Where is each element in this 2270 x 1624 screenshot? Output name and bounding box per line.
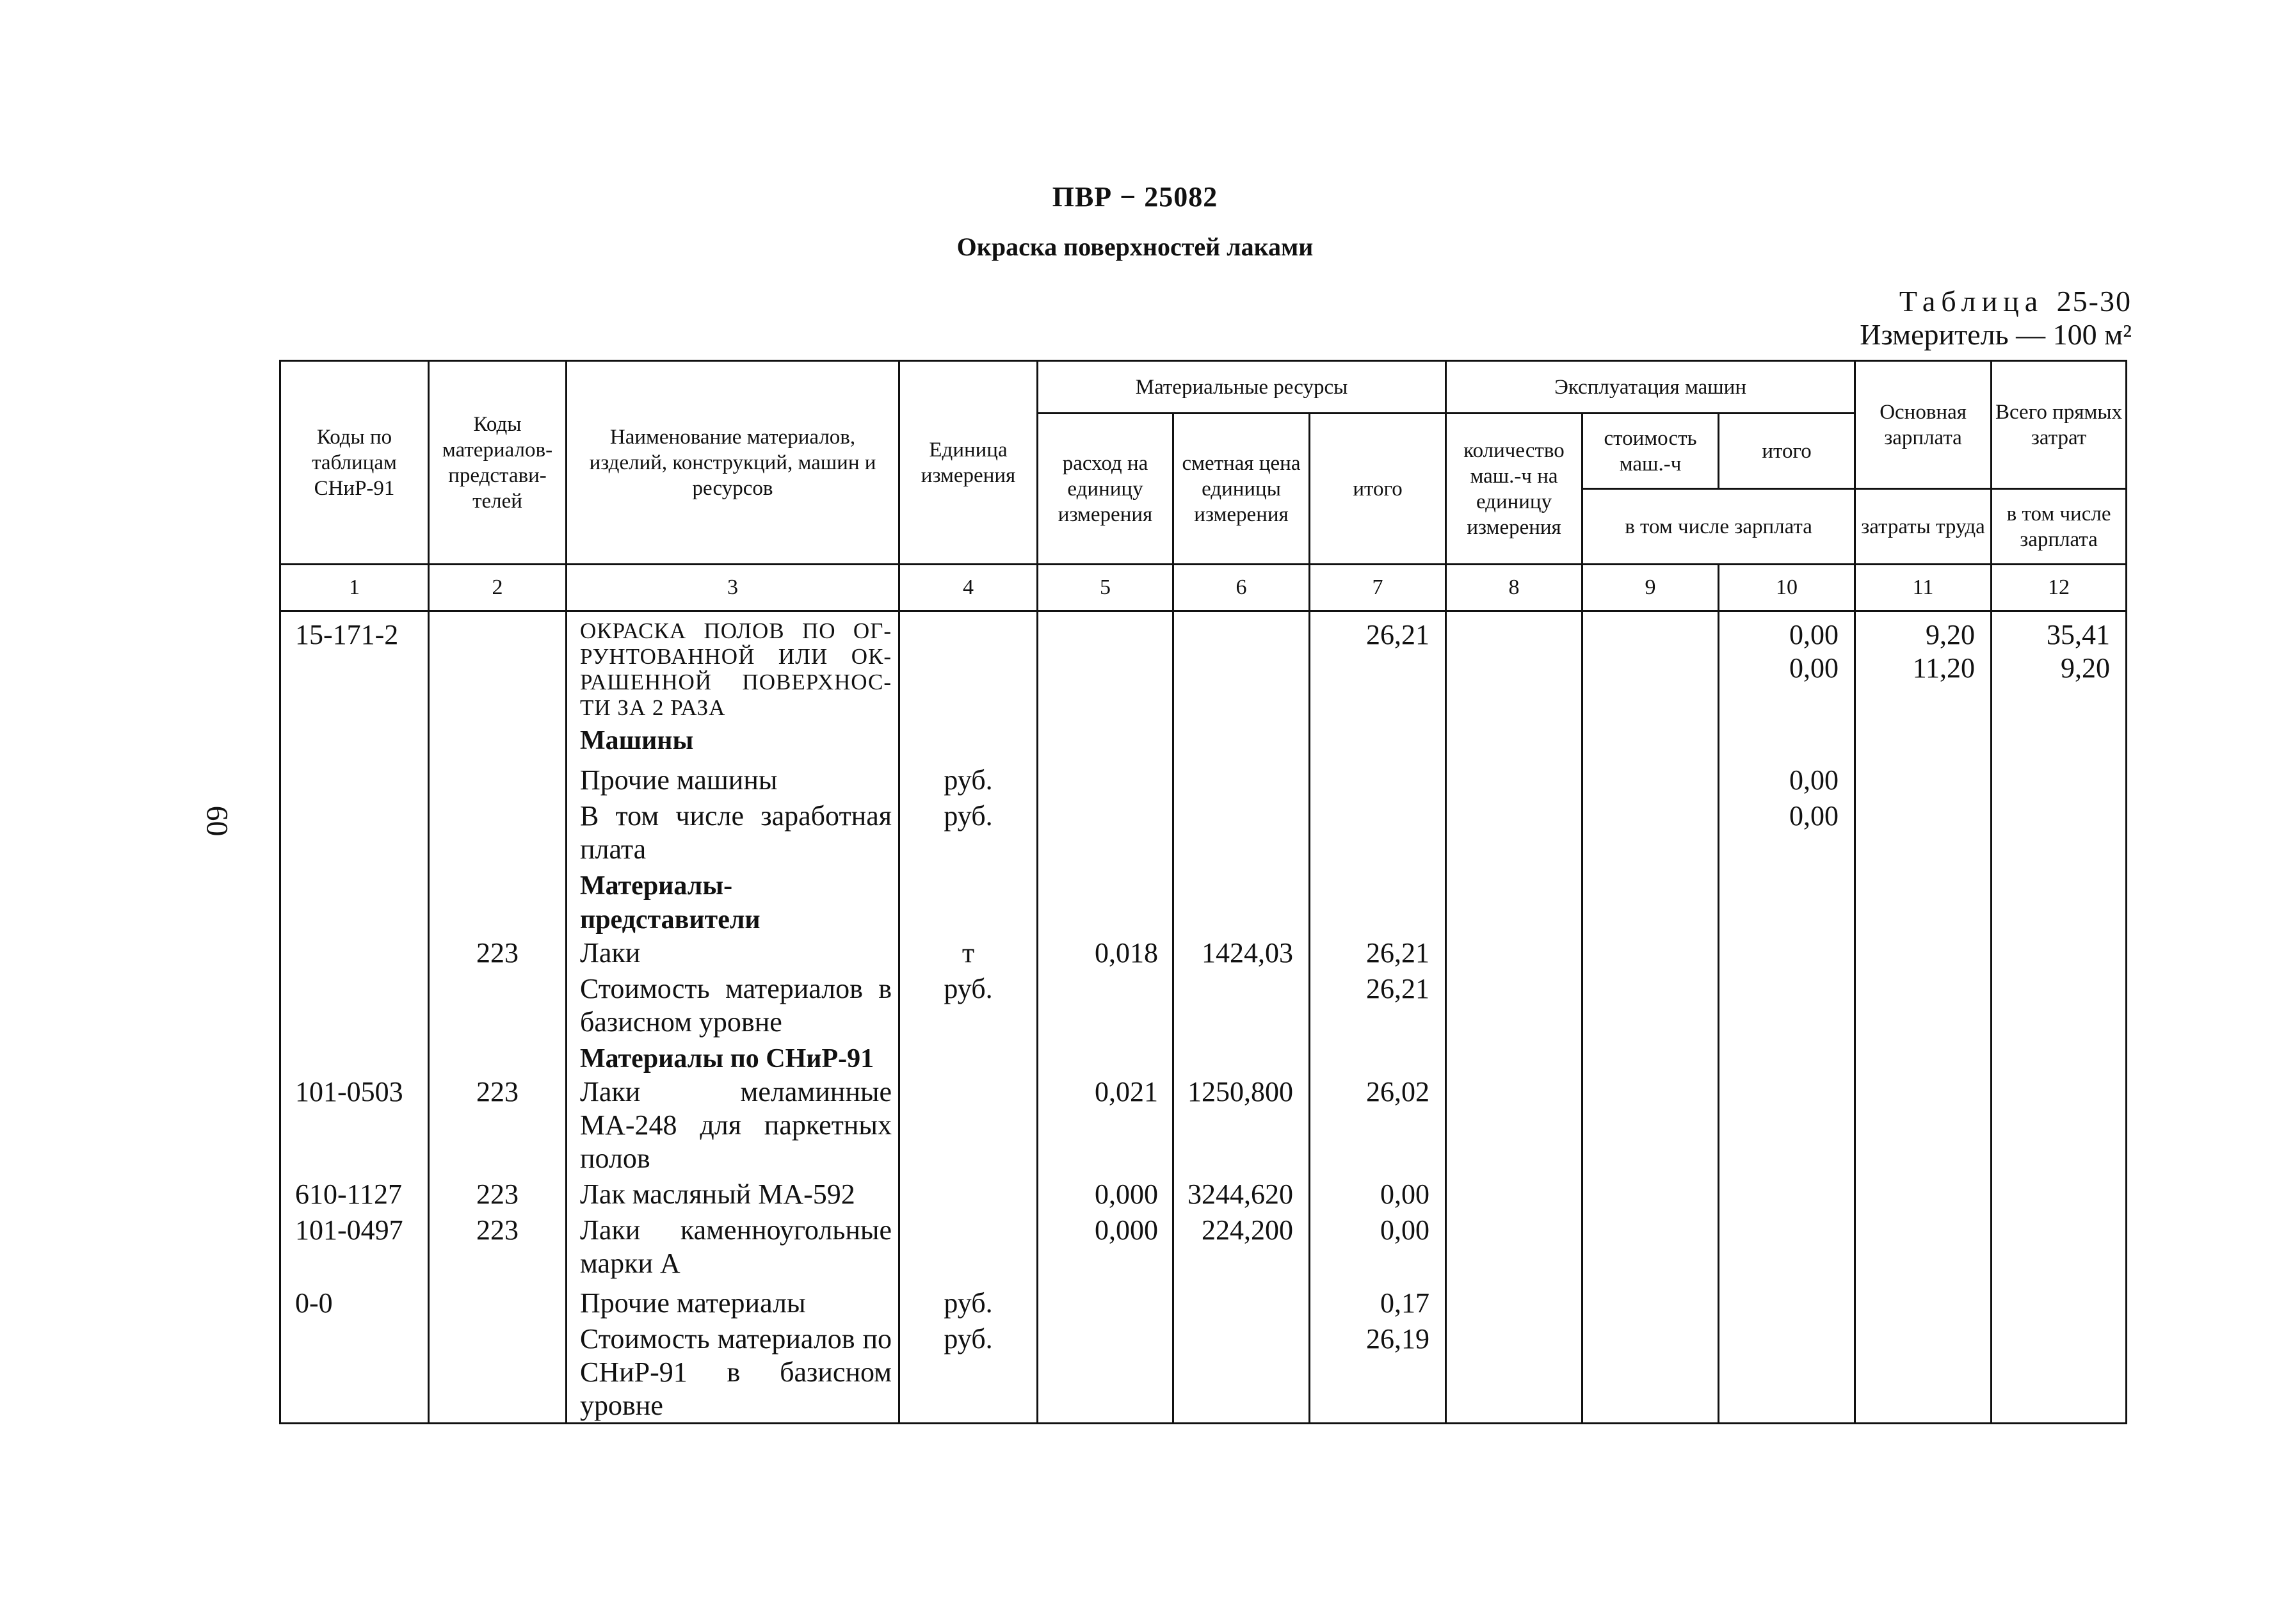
col-number: 1 (280, 565, 429, 611)
cell-price: 1424,03 (1173, 937, 1310, 970)
cell-mach-total: 0,00 (1719, 757, 1855, 797)
col-header-total: Всего прямых затрат (1992, 361, 2127, 489)
page-number: 60 (200, 805, 234, 837)
cell-mat-total: 26,19 (1310, 1320, 1446, 1424)
table-row (280, 970, 2127, 1039)
cell-mat-total: 26,21 (1310, 970, 1446, 1039)
col-group-materials: Материальные ресурсы (1038, 361, 1446, 414)
table-number: 25-30 (2056, 285, 2132, 318)
table-label (1899, 284, 2132, 318)
document-code: ПВР − 25082 (1052, 181, 1218, 213)
cell-code: 15-171-2 (280, 611, 429, 721)
cell-unit: т (899, 937, 1038, 970)
table-row (280, 1280, 2127, 1320)
cell-wage: 9,20 (1926, 619, 1976, 650)
cell-labor: 11,20 (1912, 652, 1976, 684)
cell-rep-code: 223 (429, 1211, 567, 1280)
cell-name: Стоимость материалов в базисном уровне (567, 970, 899, 1039)
col-number: 12 (1992, 565, 2127, 611)
cell-mat-total: 26,02 (1310, 1075, 1446, 1175)
section-heading-representatives: Материалы-представители (580, 871, 761, 935)
col-number: 7 (1310, 565, 1446, 611)
col-header-mach-hours: количество маш.-ч на единицу измерения (1446, 414, 1582, 565)
cell-rep-code: 223 (429, 1175, 567, 1211)
col-header-rep-codes: Коды материалов-представи-телей (429, 361, 567, 565)
col-number: 2 (429, 565, 567, 611)
col-header-wage: Основная зарплата (1855, 361, 1992, 489)
cell-name: Лаки меламинные МА-248 для паркетных полов (567, 1075, 899, 1175)
cell-price: 1250,800 (1173, 1075, 1310, 1175)
cell-name: В том числе заработная плата (567, 797, 899, 866)
col-group-machines: Эксплуатация машин (1446, 361, 1855, 414)
col-header-total-wage: в том числе зарплата (1992, 489, 2127, 565)
cell-consumption: 0,000 (1038, 1175, 1173, 1211)
table-row-section (280, 866, 2127, 937)
col-header-price: сметная цена единицы измерения (1173, 414, 1310, 565)
cell-unit: руб. (899, 757, 1038, 797)
cell-total-wage: 9,20 (2061, 652, 2111, 684)
cell-name: Прочие материалы (567, 1280, 899, 1320)
cell-mat-total: 0,17 (1310, 1280, 1446, 1320)
cell-mach-total: 0,00 (1789, 619, 1839, 650)
cell-unit: руб. (899, 970, 1038, 1039)
cell-name: Стоимость материалов по СНиР-91 в базисном уровне (567, 1320, 899, 1424)
section-heading-snip: Материалы по СНиР-91 (580, 1044, 874, 1073)
cell-code: 101-0497 (280, 1211, 429, 1280)
col-header-name: Наименование материалов, изделий, конструкций, машин и ресурсов (567, 361, 899, 565)
cell-price: 224,200 (1173, 1211, 1310, 1280)
cell-price: 3244,620 (1173, 1175, 1310, 1211)
cell-code: 101-0503 (280, 1075, 429, 1175)
table-row-main-work (280, 611, 2127, 721)
cell-consumption: 0,021 (1038, 1075, 1173, 1175)
table-row (280, 1175, 2127, 1211)
table-row-section (280, 1039, 2127, 1075)
cell-mach-total: 0,00 (1719, 797, 1855, 866)
table-row-section (280, 721, 2127, 757)
table-row (280, 1211, 2127, 1280)
col-number: 9 (1582, 565, 1719, 611)
cell-name: Прочие машины (567, 757, 899, 797)
cell-unit: руб. (899, 1320, 1038, 1424)
col-header-consumption: расход на единицу измерения (1038, 414, 1173, 565)
table-label-word: Таблица (1899, 285, 2044, 318)
col-number: 3 (567, 565, 899, 611)
cell-mach-wage: 0,00 (1789, 652, 1839, 684)
col-number: 8 (1446, 565, 1582, 611)
col-number: 6 (1173, 565, 1310, 611)
col-header-unit: Единица измерения (899, 361, 1038, 565)
table-row (280, 937, 2127, 970)
cell-name: Лаки каменноугольные марки А (567, 1211, 899, 1280)
cell-mat-total: 26,21 (1310, 611, 1446, 721)
col-header-table-codes: Коды по таблицам СНиР-91 (280, 361, 429, 565)
cell-rep-code: 223 (429, 937, 567, 970)
cell-unit: руб. (899, 797, 1038, 866)
measure-unit: Измеритель — 100 м² (1860, 318, 2132, 351)
cell-code: 610-1127 (280, 1175, 429, 1211)
col-header-mach-wage: в том числе зарплата (1582, 489, 1855, 565)
col-number: 10 (1719, 565, 1855, 611)
cell-rep-code: 223 (429, 1075, 567, 1175)
col-header-mach-total: итого (1719, 414, 1855, 489)
cell-work-name: ОКРАСКА ПОЛОВ ПО ОГ-РУНТОВАННОЙ ИЛИ ОК-РАШЕННОЙ ПОВЕРХНОС-ТИ ЗА 2 РАЗА (580, 618, 892, 720)
col-header-mat-total: итого (1310, 414, 1446, 565)
table-row (280, 1075, 2127, 1175)
col-number: 11 (1855, 565, 1992, 611)
cell-mat-total: 0,00 (1310, 1175, 1446, 1211)
cell-unit: руб. (899, 1280, 1038, 1320)
cell-code: 0-0 (280, 1280, 429, 1320)
cell-mat-total: 26,21 (1310, 937, 1446, 970)
resources-table (279, 360, 2127, 1424)
col-number: 5 (1038, 565, 1173, 611)
cell-mat-total: 0,00 (1310, 1211, 1446, 1280)
cell-name: Лак масляный МА-592 (567, 1175, 899, 1211)
section-heading-machines: Машины (580, 726, 694, 755)
cell-name: Лаки (567, 937, 899, 970)
cell-consumption: 0,000 (1038, 1211, 1173, 1280)
document-subtitle: Окраска поверхностей лаками (956, 232, 1314, 261)
table-row (280, 757, 2127, 797)
col-header-mach-cost: стоимость маш.-ч (1582, 414, 1719, 489)
cell-consumption: 0,018 (1038, 937, 1173, 970)
col-number: 4 (899, 565, 1038, 611)
col-header-labor: затраты труда (1855, 489, 1992, 565)
cell-total: 35,41 (2047, 619, 2111, 650)
table-row (280, 1320, 2127, 1424)
table-row (280, 797, 2127, 866)
